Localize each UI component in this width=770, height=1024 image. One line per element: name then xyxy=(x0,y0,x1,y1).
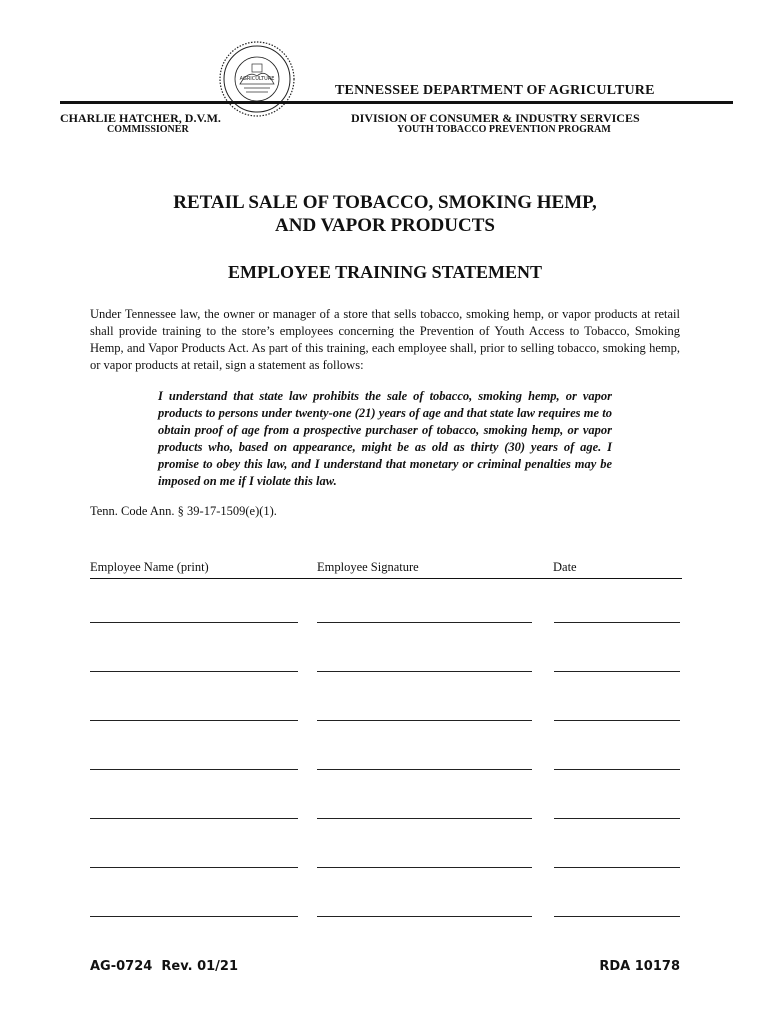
employee-signature-field[interactable] xyxy=(317,622,532,623)
employee-signature-field[interactable] xyxy=(317,720,532,721)
svg-text:AGRICULTURE: AGRICULTURE xyxy=(239,76,275,82)
document-subtitle: EMPLOYEE TRAINING STATEMENT xyxy=(227,262,543,282)
date-field[interactable] xyxy=(554,720,680,721)
form-number: AG-0724 Rev. 01/21 xyxy=(90,959,238,974)
employee-signature-field[interactable] xyxy=(317,916,532,917)
employee-statement: I understand that state law prohibits the sale of tobacco, smoking hemp, or vapor products to persons under twenty-one (21) years of age and that state law requires me to obtain proof of age from a prospective purchaser of tobacco, smoking hemp, or vapor products who, based on appearance, might be as old as thirty (30) years of age. I promise to obey this law, and I understand that monetary or criminal penalties may be imposed on me if I violate this law. xyxy=(158,389,612,488)
document-title xyxy=(0,191,770,237)
column-employee-name: Employee Name (print) xyxy=(90,560,209,574)
date-field[interactable] xyxy=(554,671,680,672)
state-seal-icon xyxy=(218,40,296,118)
commissioner-name: CHARLIE HATCHER, D.V.M. xyxy=(60,111,221,125)
date-field[interactable] xyxy=(554,622,680,623)
intro-paragraph: Under Tennessee law, the owner or manager of a store that sells tobacco, smoking hemp, or vapor products at retail shall provide training to the store’s employees concerning the Prevention of Youth Access to Tobacco, Smoking Hemp, and Vapor Products Act. As part of this training, each employee shall, prior to selling tobacco, smoking hemp, or vapor products at retail, sign a statement as follows: xyxy=(90,307,680,372)
employee-name-field[interactable] xyxy=(90,818,298,819)
date-field[interactable] xyxy=(554,916,680,917)
column-employee-signature: Employee Signature xyxy=(317,560,419,574)
title-line-2: AND VAPOR PRODUCTS xyxy=(275,215,495,236)
date-field[interactable] xyxy=(554,769,680,770)
title-line-1: RETAIL SALE OF TOBACCO, SMOKING HEMP, xyxy=(173,192,597,213)
employee-name-field[interactable] xyxy=(90,867,298,868)
employee-name-field[interactable] xyxy=(90,622,298,623)
employee-name-field[interactable] xyxy=(90,916,298,917)
date-field[interactable] xyxy=(554,867,680,868)
employee-signature-field[interactable] xyxy=(317,867,532,868)
employee-signature-field[interactable] xyxy=(317,818,532,819)
rda-number: RDA 10178 xyxy=(599,959,680,974)
commissioner-title: COMMISSIONER xyxy=(107,124,189,135)
employee-name-field[interactable] xyxy=(90,720,298,721)
employee-signature-field[interactable] xyxy=(317,671,532,672)
signature-table-header xyxy=(90,560,682,579)
department-name: TENNESSEE DEPARTMENT OF AGRICULTURE xyxy=(335,83,655,98)
employee-name-field[interactable] xyxy=(90,769,298,770)
header-rule xyxy=(60,101,733,104)
date-field[interactable] xyxy=(554,818,680,819)
employee-name-field[interactable] xyxy=(90,671,298,672)
division-name: DIVISION OF CONSUMER & INDUSTRY SERVICES xyxy=(351,111,640,125)
employee-signature-field[interactable] xyxy=(317,769,532,770)
program-name: YOUTH TOBACCO PREVENTION PROGRAM xyxy=(397,124,611,135)
legal-citation: Tenn. Code Ann. § 39-17-1509(e)(1). xyxy=(90,504,277,518)
column-date: Date xyxy=(553,560,577,574)
